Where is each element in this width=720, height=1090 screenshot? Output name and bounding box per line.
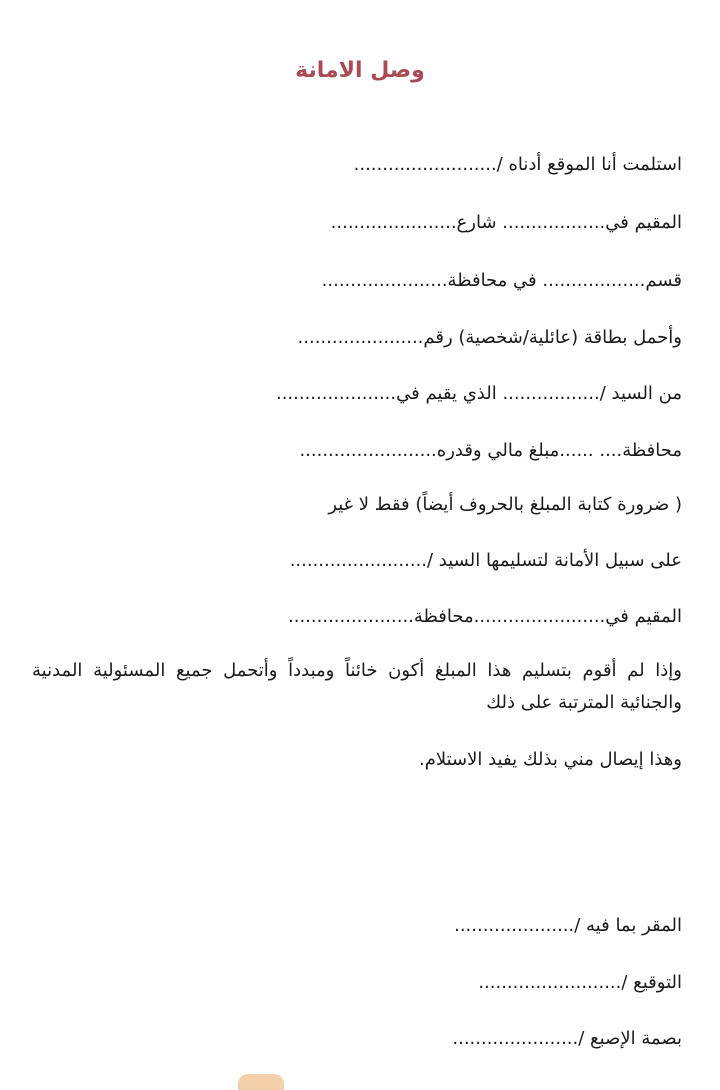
signature-line: التوقيع /......................... [478,972,682,993]
closing-line: وهذا إيصال مني بذلك يفيد الاستلام. [419,749,682,770]
amount-line: محافظة.... ......مبلغ مالي وقدره........................ [299,440,682,461]
document-title: وصل الامانة [295,58,425,83]
fingerprint-line: بصمة الإصبع /...................... [452,1028,682,1049]
recipient-name-line: استلمت أنا الموقع أدناه /......................... [353,154,682,175]
id-card-line: وأحمل بطاقة (عائلية/شخصية) رقم...................... [297,327,682,348]
district-governorate-line: قسم.................. في محافظة...................... [321,270,682,291]
acknowledger-line: المقر بما فيه /..................... [454,915,682,936]
from-mister-line: من السيد /................. الذي يقيم في..................... [275,383,682,404]
paper-stain [238,1074,284,1090]
amount-in-words-note: ( ضرورة كتابة المبلغ بالحروف أيضاً) فقط لا غير [328,494,682,515]
liability-paragraph: وإذا لم أقوم بتسليم هذا المبلغ أكون خائناً ومبدداً وأتحمل جميع المسئولية المدنية والجنائية المترتبة على ذلك [32,660,682,713]
recipient-residence-line: المقيم في.......................محافظة...................... [288,606,682,627]
residence-street-line: المقيم في.................. شارع...................... [330,212,682,233]
deliver-to-line: على سبيل الأمانة لتسليمها السيد /........................ [289,550,682,571]
